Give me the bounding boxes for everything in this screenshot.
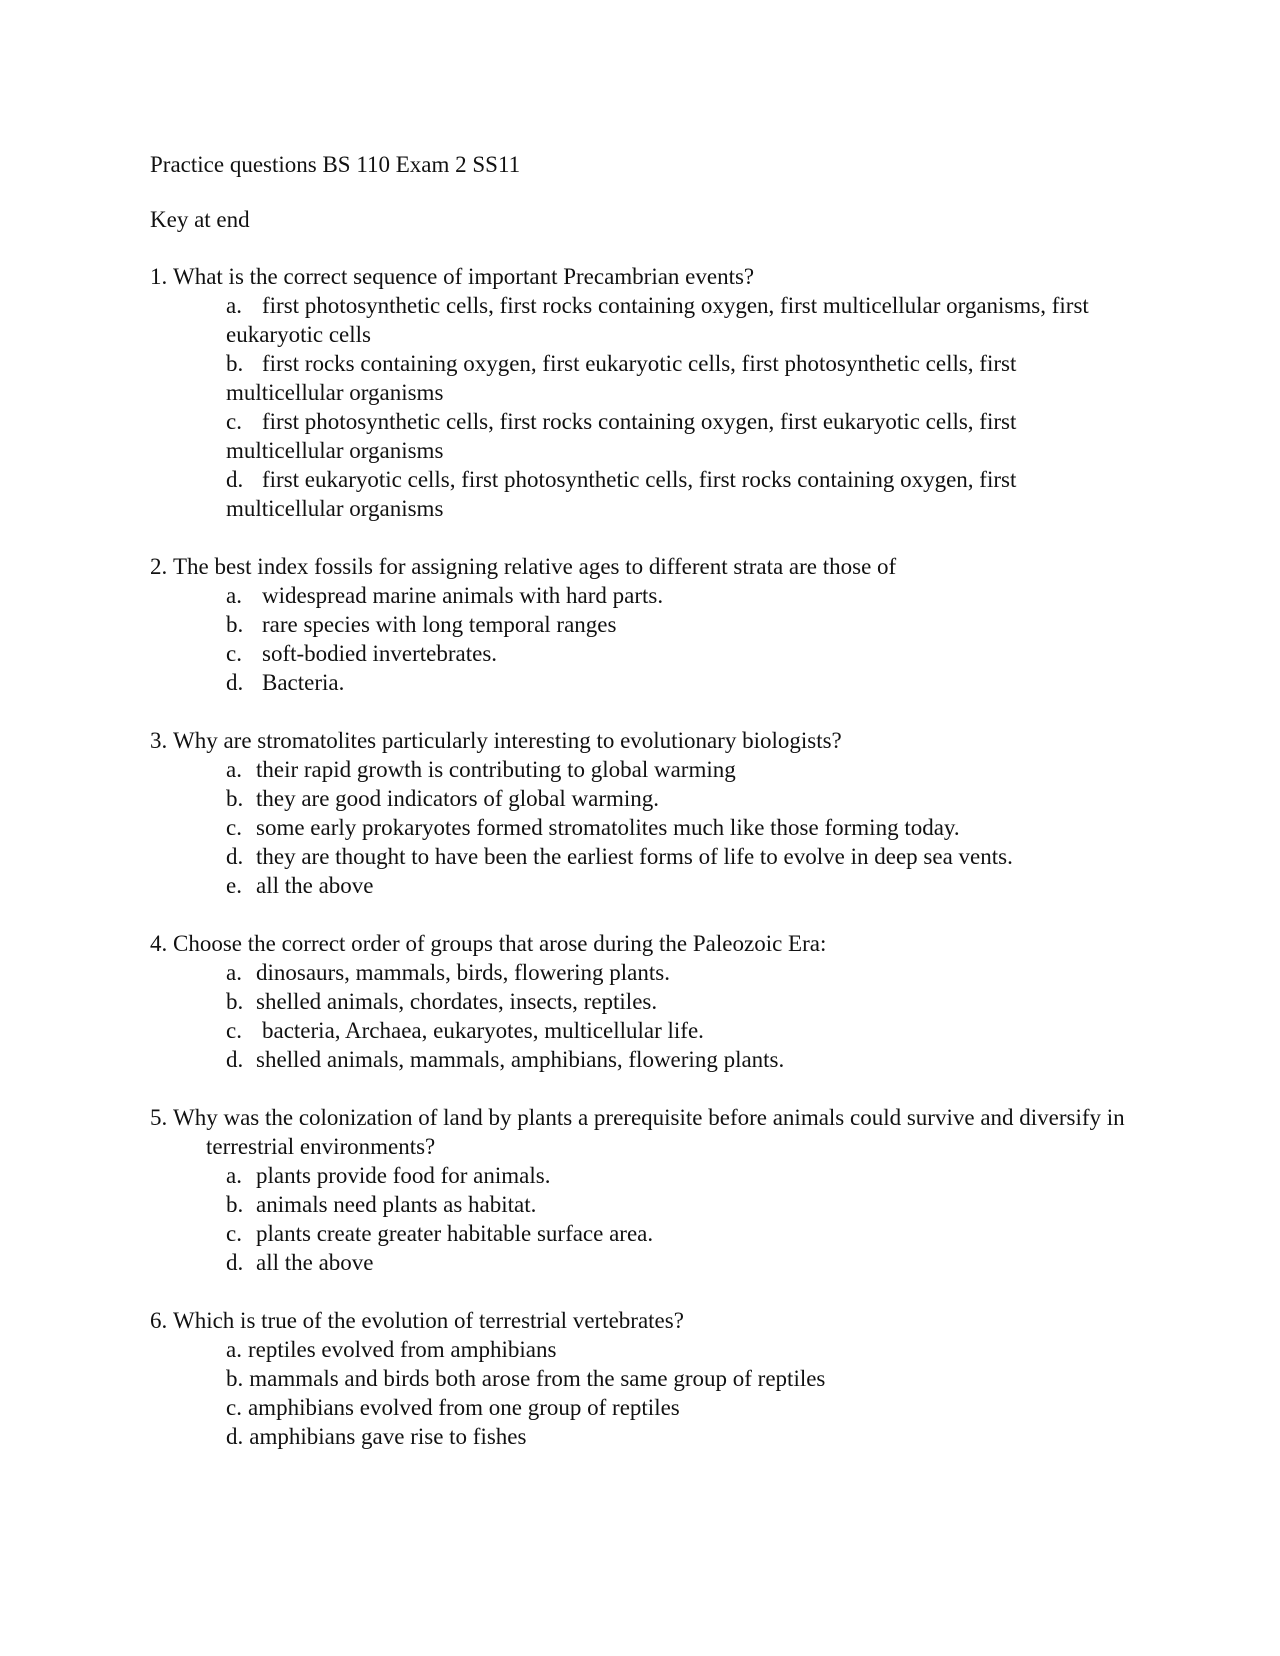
answer-option	[226, 610, 1130, 639]
question-text: What is the correct sequence of important Precambrian events?	[173, 264, 755, 289]
option-text: rare species with long temporal ranges	[262, 612, 617, 637]
option-text: some early prokaryotes formed stromatolites much like those forming today.	[256, 815, 960, 840]
option-letter: c.	[226, 1395, 242, 1420]
document-title: Practice questions BS 110 Exam 2 SS11	[150, 152, 521, 177]
answer-option	[226, 465, 1130, 523]
question-4	[150, 929, 1130, 1074]
answer-option	[226, 349, 1130, 407]
question-6	[150, 1306, 1130, 1451]
question-text: Why are stromatolites particularly interesting to evolutionary biologists?	[173, 728, 842, 753]
answer-option	[226, 1219, 1130, 1248]
option-text: shelled animals, chordates, insects, reptiles.	[256, 989, 658, 1014]
question-3	[150, 726, 1130, 900]
option-letter: d.	[226, 467, 244, 492]
question-text: Which is true of the evolution of terrestrial vertebrates?	[173, 1308, 684, 1333]
option-letter: b.	[226, 786, 244, 811]
answer-option	[226, 958, 1130, 987]
answer-option	[226, 1161, 1130, 1190]
option-letter: d.	[226, 844, 244, 869]
option-text: they are thought to have been the earliest forms of life to evolve in deep sea vents.	[256, 844, 1013, 869]
option-text: widespread marine animals with hard parts.	[262, 583, 664, 608]
option-letter: b.	[226, 1366, 244, 1391]
document-page	[150, 150, 1130, 1480]
option-text: their rapid growth is contributing to global warming	[256, 757, 736, 782]
question-stem	[150, 1103, 1130, 1161]
option-text: plants provide food for animals.	[256, 1163, 551, 1188]
question-number: 3.	[150, 728, 168, 753]
option-text: animals need plants as habitat.	[256, 1192, 537, 1217]
option-letter: d.	[226, 1424, 244, 1449]
option-letter: c.	[226, 815, 242, 840]
question-text: The best index fossils for assigning relative ages to different strata are those of	[173, 554, 897, 579]
answer-option	[226, 1393, 1130, 1422]
answer-options	[150, 291, 1130, 523]
answer-options	[150, 755, 1130, 900]
option-letter: a.	[226, 583, 242, 608]
option-letter: d.	[226, 1047, 244, 1072]
option-text: first eukaryotic cells, first photosynthetic cells, first rocks containing oxygen, first multicellular organisms	[226, 467, 1017, 521]
option-letter: d.	[226, 1250, 244, 1275]
question-text: Choose the correct order of groups that arose during the Paleozoic Era:	[173, 931, 827, 956]
option-letter: d.	[226, 670, 244, 695]
answer-option	[226, 1422, 1130, 1451]
answer-option	[226, 668, 1130, 697]
answer-option	[226, 639, 1130, 668]
answer-option	[226, 813, 1130, 842]
option-text: bacteria, Archaea, eukaryotes, multicellular life.	[262, 1018, 704, 1043]
option-letter: e.	[226, 873, 242, 898]
answer-option	[226, 842, 1130, 871]
question-stem	[150, 929, 1130, 958]
option-letter: b.	[226, 1192, 244, 1217]
answer-option	[226, 755, 1130, 784]
question-stem	[150, 1306, 1130, 1335]
question-5	[150, 1103, 1130, 1277]
option-text: Bacteria.	[262, 670, 345, 695]
answer-option	[226, 1045, 1130, 1074]
answer-option	[226, 1364, 1130, 1393]
option-text: first photosynthetic cells, first rocks containing oxygen, first multicellular organisms, first eukaryotic cells	[226, 293, 1089, 347]
question-stem	[150, 552, 1130, 581]
question-stem	[150, 726, 1130, 755]
option-letter: a.	[226, 293, 242, 318]
option-letter: c.	[226, 1018, 242, 1043]
question-stem	[150, 262, 1130, 291]
question-1	[150, 262, 1130, 523]
option-letter: c.	[226, 1221, 242, 1246]
option-letter: b.	[226, 989, 244, 1014]
answer-option	[226, 1190, 1130, 1219]
option-letter: a.	[226, 960, 242, 985]
key-note: Key at end	[150, 207, 250, 232]
answer-option	[226, 1016, 1130, 1045]
option-text: dinosaurs, mammals, birds, flowering plants.	[256, 960, 670, 985]
question-2	[150, 552, 1130, 697]
answer-option	[226, 1335, 1130, 1364]
option-letter: c.	[226, 409, 242, 434]
answer-option	[226, 291, 1130, 349]
answer-option	[226, 871, 1130, 900]
option-letter: a.	[226, 1337, 242, 1362]
option-text: plants create greater habitable surface area.	[256, 1221, 654, 1246]
answer-option	[226, 987, 1130, 1016]
option-text: soft-bodied invertebrates.	[262, 641, 498, 666]
option-text: all the above	[256, 873, 374, 898]
answer-options	[150, 581, 1130, 697]
question-number: 5.	[150, 1105, 168, 1130]
option-text: reptiles evolved from amphibians	[247, 1337, 557, 1362]
option-text: amphibians evolved from one group of reptiles	[247, 1395, 680, 1420]
option-text: shelled animals, mammals, amphibians, flowering plants.	[256, 1047, 785, 1072]
question-number: 6.	[150, 1308, 168, 1333]
answer-options	[150, 1335, 1130, 1451]
answer-option	[226, 1248, 1130, 1277]
option-text: first photosynthetic cells, first rocks containing oxygen, first eukaryotic cells, first multicellular organisms	[226, 409, 1017, 463]
question-number: 4.	[150, 931, 168, 956]
answer-option	[226, 784, 1130, 813]
question-number: 2.	[150, 554, 168, 579]
option-text: amphibians gave rise to fishes	[249, 1424, 527, 1449]
option-text: first rocks containing oxygen, first eukaryotic cells, first photosynthetic cells, first multicellular organisms	[226, 351, 1017, 405]
option-text: mammals and birds both arose from the same group of reptiles	[249, 1366, 826, 1391]
answer-options	[150, 1161, 1130, 1277]
question-number: 1.	[150, 264, 168, 289]
answer-option	[226, 407, 1130, 465]
option-letter: a.	[226, 1163, 242, 1188]
option-letter: a.	[226, 757, 242, 782]
option-text: they are good indicators of global warming.	[256, 786, 660, 811]
answer-options	[150, 958, 1130, 1074]
option-letter: b.	[226, 612, 244, 637]
option-letter: b.	[226, 351, 244, 376]
answer-option	[226, 581, 1130, 610]
option-letter: c.	[226, 641, 242, 666]
option-text: all the above	[256, 1250, 374, 1275]
question-text: Why was the colonization of land by plants a prerequisite before animals could survive and diversify in terrestrial environments?	[173, 1105, 1125, 1159]
